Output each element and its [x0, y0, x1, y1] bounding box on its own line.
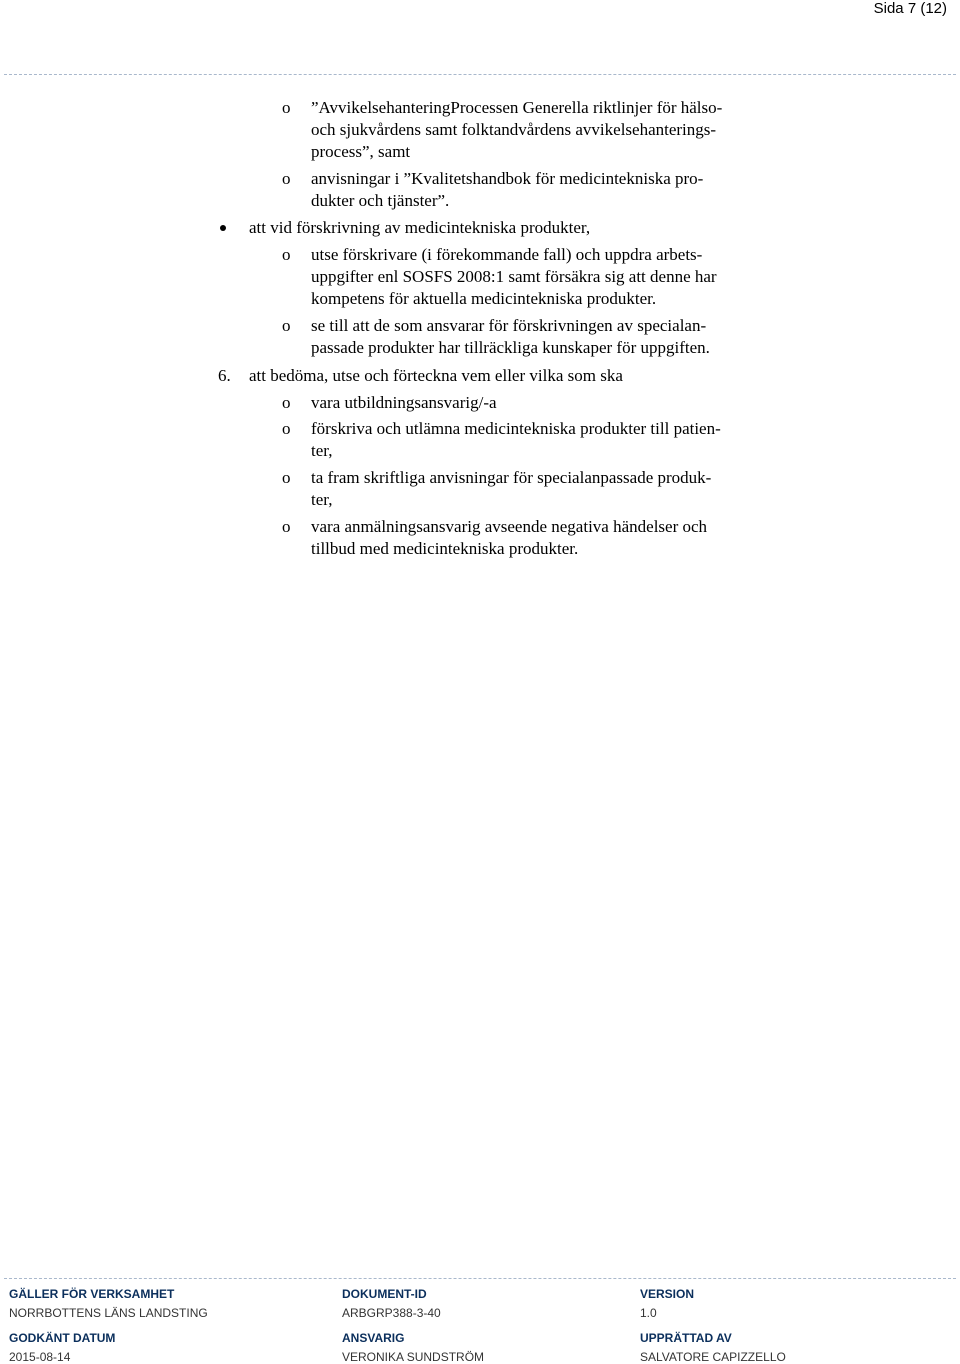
list-item-text: tillbud med medicintekniska produkter.	[311, 539, 579, 558]
list-item-text: vara utbildningsansvarig/-a	[311, 393, 497, 412]
numbered-item-text: att bedöma, utse och förteckna vem eller vilka som ska	[249, 366, 623, 385]
list-marker: o	[282, 393, 291, 412]
list-item-text: anvisningar i ”Kvalitetshandbok för medicintekniska pro-	[311, 169, 704, 188]
list-item-text: ta fram skriftliga anvisningar för specialanpassade produk-	[311, 468, 712, 487]
list-marker: o	[282, 169, 291, 188]
list-item-text: förskriva och utlämna medicintekniska produkter till patien-	[311, 419, 721, 438]
page-number: Sida 7 (12)	[873, 0, 947, 17]
footer-version-label: VERSION	[640, 1287, 695, 1301]
list-item-text: process”, samt	[311, 142, 411, 161]
footer-approved-value: 2015-08-14	[9, 1350, 71, 1364]
footer-applies-value: NORRBOTTENS LÄNS LANDSTING	[9, 1306, 208, 1320]
list-marker: o	[282, 98, 291, 117]
list-item-text: kompetens för aktuella medicintekniska produkter.	[311, 289, 657, 308]
footer-version-value: 1.0	[640, 1306, 657, 1320]
list-item-text: uppgifter enl SOSFS 2008:1 samt försäkra sig att denne har	[311, 267, 717, 286]
list-item-text: se till att de som ansvarar för förskrivningen av specialan-	[311, 316, 707, 335]
list-item-text: ter,	[311, 490, 333, 509]
list-marker: o	[282, 245, 291, 264]
list-item-text: ter,	[311, 441, 333, 460]
footer-docid-value: ARBGRP388-3-40	[342, 1306, 441, 1320]
list-item-text: vara anmälningsansvarig avseende negativa händelser och	[311, 517, 708, 536]
list-item-text: passade produkter har tillräckliga kunskaper för uppgiften.	[311, 338, 710, 357]
list-item-text: dukter och tjänster”.	[311, 191, 450, 210]
footer-created-label: UPPRÄTTAD AV	[640, 1331, 732, 1345]
bullet-icon	[220, 225, 226, 231]
list-item-text: ”AvvikelsehanteringProcessen Generella riktlinjer för hälso-	[311, 98, 723, 117]
footer-applies-label: GÄLLER FÖR VERKSAMHET	[9, 1287, 175, 1301]
numbered-marker: 6.	[218, 366, 231, 385]
header-divider	[4, 74, 956, 75]
footer-divider	[4, 1278, 956, 1279]
list-marker: o	[282, 419, 291, 438]
list-marker: o	[282, 468, 291, 487]
footer-responsible-value: VERONIKA SUNDSTRÖM	[342, 1350, 485, 1364]
footer-responsible-label: ANSVARIG	[342, 1331, 405, 1345]
list-item-text: utse förskrivare (i förekommande fall) och uppdra arbets-	[311, 245, 703, 264]
list-marker: o	[282, 316, 291, 335]
footer-created-value: SALVATORE CAPIZZELLO	[640, 1350, 786, 1364]
bullet-item-text: att vid förskrivning av medicintekniska produkter,	[249, 218, 591, 237]
list-item-text: och sjukvårdens samt folktandvårdens avvikelsehanterings-	[311, 120, 717, 139]
list-marker: o	[282, 517, 291, 536]
footer-approved-label: GODKÄNT DATUM	[9, 1331, 116, 1345]
footer-docid-label: DOKUMENT-ID	[342, 1287, 427, 1301]
